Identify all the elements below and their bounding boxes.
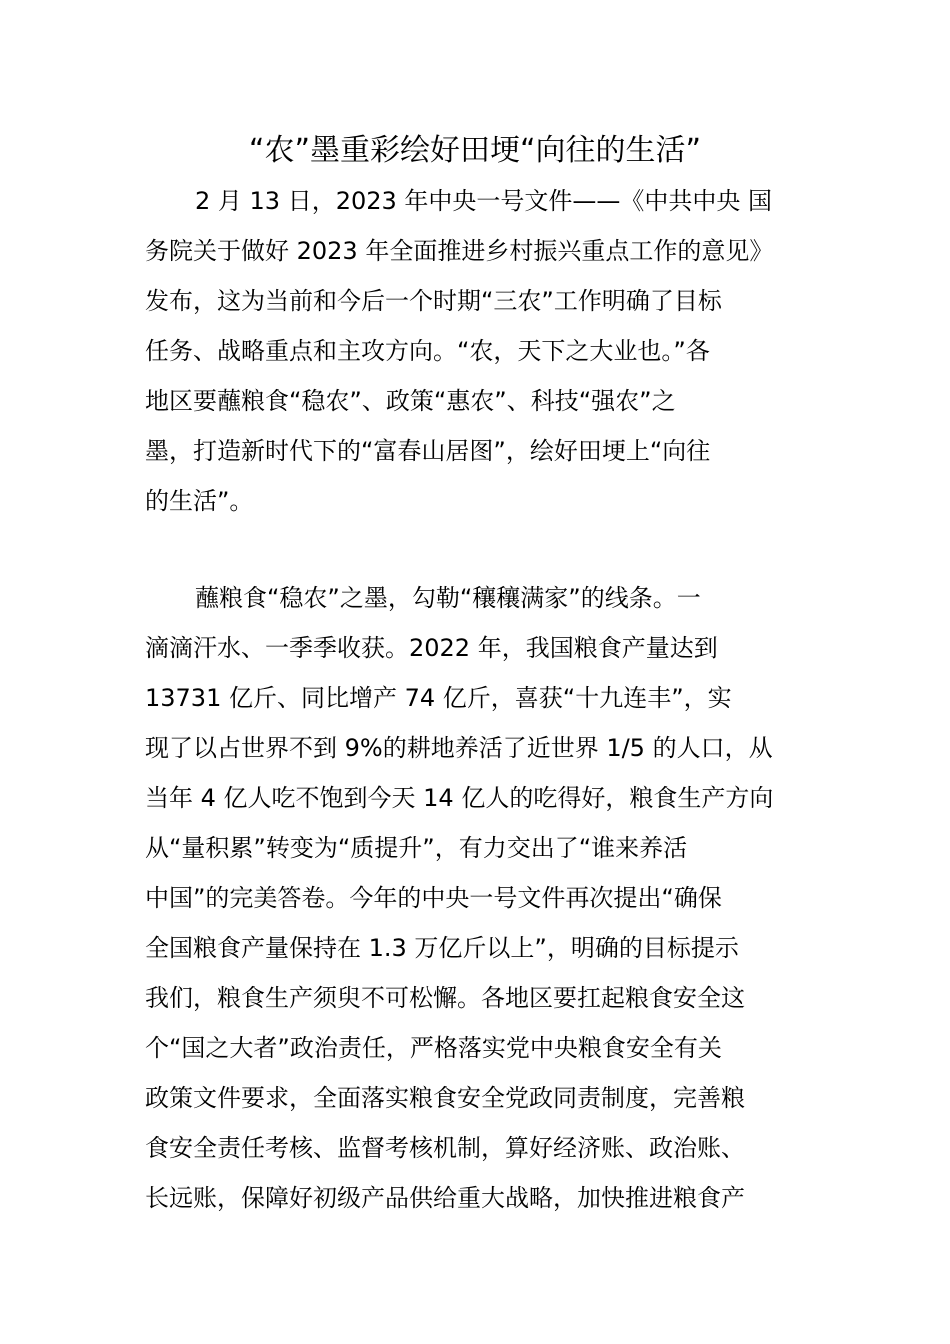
paragraph-2-line-6: 从“量积累”转变为“质提升”，有力交出了“谁来养活 <box>145 834 688 862</box>
paragraph-2-line-3: 13731 亿斤、同比增产 74 亿斤，喜获“十九连丰”，实 <box>145 684 732 712</box>
paragraph-2-line-4: 现了以占世界不到 9%的耕地养活了近世界 1/5 的人口，从 <box>145 734 773 762</box>
paragraph-2-line-8: 全国粮食产量保持在 1.3 万亿斤以上”，明确的目标提示 <box>145 934 739 962</box>
paragraph-1-line-4: 任务、战略重点和主攻方向。“农，天下之大业也。”各 <box>145 337 710 365</box>
paragraph-2-line-2: 滴滴汗水、一季季收获。2022 年，我国粮食产量达到 <box>145 634 718 662</box>
paragraph-1-line-2: 务院关于做好 2023 年全面推进乡村振兴重点工作的意见》 <box>145 237 774 265</box>
paragraph-2-line-13: 长远账，保障好初级产品供给重大战略，加快推进粮食产 <box>145 1184 745 1212</box>
paragraph-1-line-1: 2 月 13 日，2023 年中央一号文件——《中共中央 国 <box>195 187 773 215</box>
paragraph-2-line-1: 蘸粮食“稳农”之墨，勾勒“穰穰满家”的线条。一 <box>195 584 701 612</box>
paragraph-1-line-6: 墨，打造新时代下的“富春山居图”，绘好田埂上“向往 <box>145 437 711 465</box>
paragraph-1-line-7: 的生活”。 <box>145 487 254 515</box>
paragraph-2-line-11: 政策文件要求，全面落实粮食安全党政同责制度，完善粮 <box>145 1084 745 1112</box>
paragraph-2-line-7: 中国”的完美答卷。今年的中央一号文件再次提出“确保 <box>145 884 722 912</box>
paragraph-2-line-9: 我们，粮食生产须臾不可松懈。各地区要扛起粮食安全这 <box>145 984 745 1012</box>
paragraph-2-line-12: 食安全责任考核、监督考核机制，算好经济账、政治账、 <box>145 1134 745 1162</box>
paragraph-1-line-5: 地区要蘸粮食“稳农”、政策“惠农”、科技“强农”之 <box>145 387 676 415</box>
paragraph-2-line-10: 个“国之大者”政治责任，严格落实党中央粮食安全有关 <box>145 1034 722 1062</box>
paragraph-2-line-5: 当年 4 亿人吃不饱到今天 14 亿人的吃得好，粮食生产方向 <box>145 784 774 812</box>
paragraph-1-line-3: 发布，这为当前和今后一个时期“三农”工作明确了目标 <box>145 287 722 315</box>
document-title: “农”墨重彩绘好田埂“向往的生活” <box>248 133 702 168</box>
